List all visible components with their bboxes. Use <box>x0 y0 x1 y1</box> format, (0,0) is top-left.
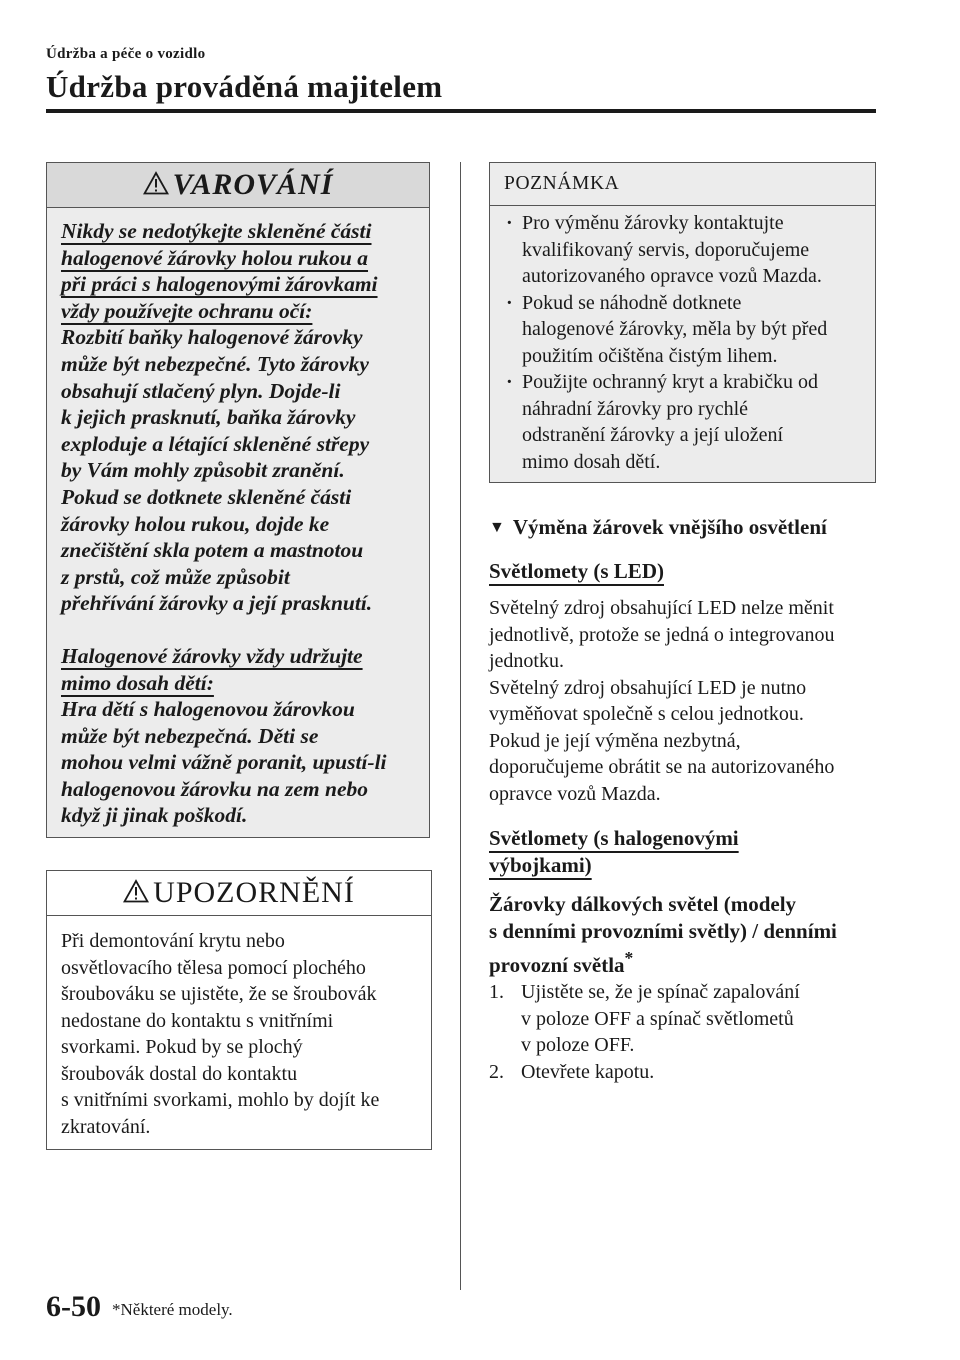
warning-body <box>47 208 429 829</box>
warning-heading-1-line: halogenové žárovky holou rukou a <box>61 245 369 270</box>
warning-heading-1-line: Nikdy se nedotýkejte skleněné části <box>61 219 372 243</box>
step-line: Otevřete kapotu. <box>521 1060 655 1083</box>
note-box <box>489 162 876 483</box>
note-item <box>504 369 865 475</box>
warning-text-1 <box>61 324 417 617</box>
page-header <box>46 46 876 105</box>
note-list <box>490 206 875 475</box>
column-divider <box>460 162 461 1290</box>
section-label: Údržba a péče o vozidlo <box>46 46 206 62</box>
caution-text-line: nedostane do kontaktu s vnitřními <box>61 1009 334 1032</box>
warning-text-line: obsahují stlačený plyn. Dojde-li <box>61 378 341 403</box>
warning-heading-1-line: vždy používejte ochranu očí: <box>61 298 313 323</box>
halogen-subheading-line: Světlomety (s halogenovými <box>489 826 739 850</box>
paragraph-gap <box>61 617 417 643</box>
footnote: *Některé modely. <box>112 1300 233 1319</box>
warning-heading-2 <box>61 643 417 696</box>
step-number: 1. <box>489 981 504 1003</box>
warning-heading-2-line: mimo dosah dětí: <box>61 670 214 695</box>
asterisk-marker: * <box>624 948 634 968</box>
note-line: halogenové žárovky, měla by být před <box>522 318 828 340</box>
header-rule <box>46 109 876 113</box>
warning-text-line: by Vám mohly způsobit zranění. <box>61 458 345 483</box>
warning-text-line: z prstů, což může způsobit <box>61 564 290 589</box>
note-title: POZNÁMKA <box>490 163 875 206</box>
triangle-marker-icon: ▼ <box>489 518 505 536</box>
note-line: autorizovaného opravce vozů Mazda. <box>522 265 822 287</box>
warning-text-line: Rozbití baňky halogenové žárovky <box>61 325 363 350</box>
caution-title: UPOZORNĚNÍ <box>153 876 355 909</box>
warning-box <box>46 162 430 838</box>
halogen-subheading-line: výbojkami) <box>489 853 592 877</box>
warning-text-line: žárovky holou rukou, dojde ke <box>61 511 330 536</box>
note-line: kvalifikovaný servis, doporučujeme <box>522 238 810 261</box>
right-column <box>489 162 876 1085</box>
note-item <box>504 210 865 290</box>
bulb-heading <box>489 891 876 979</box>
led-paragraph-line: opravce vozů Mazda. <box>489 782 661 805</box>
led-paragraph-line: Světelný zdroj obsahující LED je nutno <box>489 676 807 699</box>
led-paragraph-line: doporučujeme obrátit se na autorizovaného <box>489 756 835 778</box>
step-item <box>489 1059 876 1086</box>
led-paragraph-line: vyměňovat společně s celou jednotkou. <box>489 703 804 725</box>
step-list <box>489 979 876 1085</box>
warning-text-line: znečištění skla potem a mastnotou <box>61 538 364 563</box>
caution-text-line: svorkami. Pokud by se plochý <box>61 1036 303 1058</box>
warning-text-line: mohou velmi vážně poranit, upustí-li <box>61 750 387 775</box>
warning-text-line: může být nebezpečné. Tyto žárovky <box>61 351 369 376</box>
caution-text-line: šroubováku se ujistěte, že se šroubovák <box>61 983 377 1005</box>
note-line: použitím očištěna čistým lihem. <box>522 344 778 367</box>
halogen-subheading <box>489 825 739 879</box>
note-line: náhradní žárovky pro rychlé <box>522 397 749 420</box>
caution-header <box>47 871 431 916</box>
warning-triangle-icon <box>143 171 169 200</box>
note-line: Pro výměnu žárovky kontaktujte <box>522 212 784 234</box>
warning-text-line: když ji jinak poškodí. <box>61 803 248 828</box>
warning-text-line: Pokud se dotknete skleněné části <box>61 484 352 509</box>
caution-body <box>47 916 431 1140</box>
warning-text-line: halogenovou žárovku na zem nebo <box>61 776 369 801</box>
note-line: mimo dosah dětí. <box>522 450 661 473</box>
warning-title: VAROVÁNÍ <box>172 168 334 201</box>
warning-heading-2-line: Halogenové žárovky vždy udržujte <box>61 643 363 668</box>
note-line: Použijte ochranný kryt a krabičku od <box>522 371 819 393</box>
warning-text-line: exploduje a létající skleněné střepy <box>61 431 370 456</box>
note-line: odstranění žárovky a její uložení <box>522 424 784 446</box>
step-item <box>489 979 876 1059</box>
led-paragraph-line: jednotlivě, protože se jedná o integrovanou <box>489 623 835 646</box>
warning-triangle-icon <box>123 879 149 908</box>
caution-text-line: Při demontování krytu nebo <box>61 930 285 952</box>
led-paragraph-line: jednotku. <box>489 650 564 672</box>
section-heading-text: Výměna žárovek vnějšího osvětlení <box>512 515 827 539</box>
bulb-heading-line: provozní světla <box>489 953 625 977</box>
warning-text-line: může být nebezpečná. Děti se <box>61 723 319 748</box>
step-line: v poloze OFF. <box>521 1034 635 1056</box>
step-line: Ujistěte se, že je spínač zapalování <box>521 981 800 1003</box>
caution-text-line: osvětlovacího tělesa pomocí plochého <box>61 956 366 979</box>
led-paragraph-1 <box>489 595 876 807</box>
page-number: 6-50 <box>46 1290 101 1323</box>
warning-text-2 <box>61 696 417 829</box>
note-line: Pokud se náhodně dotknete <box>522 291 742 314</box>
section-heading <box>489 515 876 540</box>
warning-heading-1-line: při práci s halogenovými žárovkami <box>61 272 378 297</box>
step-number: 2. <box>489 1060 504 1083</box>
warning-header <box>47 163 429 208</box>
caution-text-line: zkratování. <box>61 1115 151 1138</box>
left-column <box>46 162 432 1150</box>
warning-text-line: přehřívání žárovky a její prasknutí. <box>61 591 373 616</box>
bulb-heading-line: Žárovky dálkových světel (modely <box>489 892 797 916</box>
caution-box <box>46 870 432 1150</box>
caution-text-line: šroubovák dostal do kontaktu <box>61 1062 298 1085</box>
bulb-heading-line: s denními provozními světly) / denními <box>489 919 837 943</box>
led-paragraph-line: Pokud je její výměna nezbytná, <box>489 729 741 752</box>
note-item <box>504 290 865 370</box>
led-subheading: Světlomety (s LED) <box>489 559 664 583</box>
caution-text-line: s vnitřními svorkami, mohlo by dojít ke <box>61 1089 380 1111</box>
step-line: v poloze OFF a spínač světlometů <box>521 1007 794 1030</box>
warning-text-line: k jejich prasknutí, baňka žárovky <box>61 405 356 430</box>
page-title: Údržba prováděná majitelem <box>46 69 443 104</box>
led-paragraph-line: Světelný zdroj obsahující LED nelze měnit <box>489 597 834 619</box>
warning-text-line: Hra dětí s halogenovou žárovkou <box>61 697 355 722</box>
warning-heading-1 <box>61 218 417 324</box>
